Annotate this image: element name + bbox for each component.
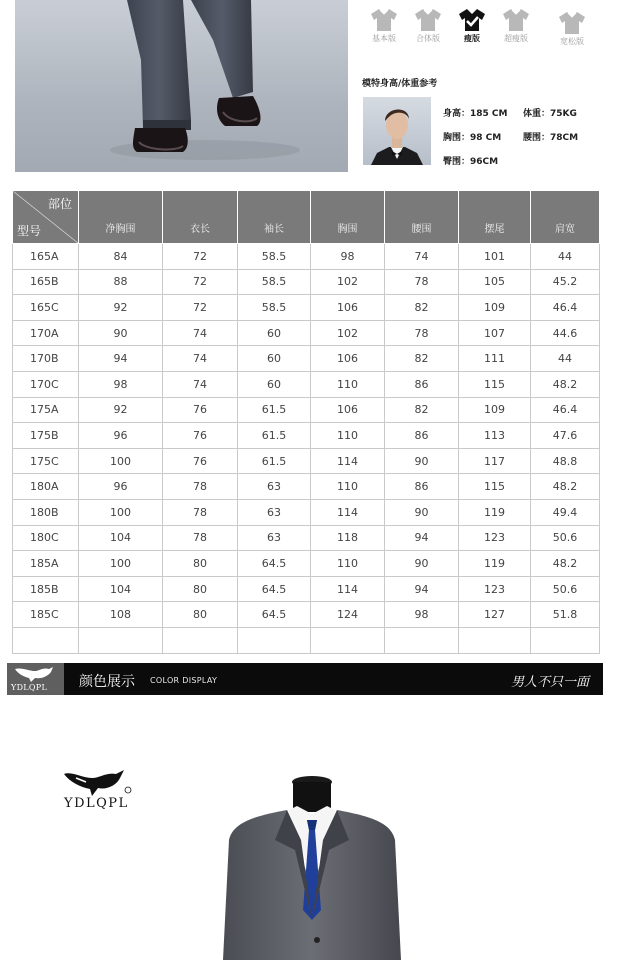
size-value-cell	[459, 627, 531, 653]
size-model-cell: 165C	[13, 295, 79, 321]
size-value-cell: 50.6	[531, 576, 600, 602]
size-value-cell: 74	[385, 244, 459, 270]
size-value-cell: 76	[163, 423, 238, 449]
column-header: 腰围	[385, 191, 459, 244]
size-chart-table	[12, 190, 600, 654]
size-value-cell: 74	[163, 346, 238, 372]
size-value-cell: 94	[385, 525, 459, 551]
shirt-icon	[558, 11, 586, 35]
table-row	[13, 448, 600, 474]
size-model-cell: 175B	[13, 423, 79, 449]
size-value-cell: 72	[163, 269, 238, 295]
size-value-cell: 48.2	[531, 551, 600, 577]
size-value-cell: 100	[79, 499, 163, 525]
corner-label-model: 型号	[17, 224, 42, 238]
size-value-cell: 105	[459, 269, 531, 295]
size-value-cell: 74	[163, 320, 238, 346]
size-value-cell: 118	[311, 525, 385, 551]
size-value-cell: 110	[311, 551, 385, 577]
shirt-icon	[370, 8, 398, 32]
size-model-cell: 180B	[13, 499, 79, 525]
size-value-cell: 50.6	[531, 525, 600, 551]
size-value-cell: 46.4	[531, 295, 600, 321]
table-row	[13, 269, 600, 295]
size-value-cell: 80	[163, 602, 238, 628]
fit-label: 宽松版	[560, 37, 584, 46]
column-header: 净胸围	[79, 191, 163, 244]
fit-label: 合体版	[416, 34, 440, 43]
size-value-cell: 88	[79, 269, 163, 295]
size-value-cell	[385, 627, 459, 653]
size-model-cell: 165B	[13, 269, 79, 295]
brand-wordmark-small: YDLQPL	[11, 683, 48, 692]
size-value-cell: 61.5	[238, 423, 311, 449]
size-value-cell: 48.8	[531, 448, 600, 474]
brand-slogan: 男人不只一面	[510, 675, 589, 690]
size-value-cell: 44	[531, 346, 600, 372]
size-value-cell: 92	[79, 295, 163, 321]
size-model-cell: 175A	[13, 397, 79, 423]
size-value-cell: 44.6	[531, 320, 600, 346]
size-value-cell: 119	[459, 551, 531, 577]
size-value-cell: 98	[79, 371, 163, 397]
table-row	[13, 551, 600, 577]
size-value-cell: 86	[385, 371, 459, 397]
size-value-cell: 78	[385, 269, 459, 295]
table-row	[13, 397, 600, 423]
table-row	[13, 576, 600, 602]
size-value-cell: 48.2	[531, 474, 600, 500]
size-model-cell: 180A	[13, 474, 79, 500]
size-value-cell: 48.2	[531, 371, 600, 397]
size-model-cell: 170A	[13, 320, 79, 346]
size-value-cell: 109	[459, 397, 531, 423]
size-value-cell: 102	[311, 269, 385, 295]
size-value-cell	[79, 627, 163, 653]
size-value-cell: 78	[163, 474, 238, 500]
size-value-cell: 82	[385, 346, 459, 372]
size-value-cell: 61.5	[238, 448, 311, 474]
size-value-cell: 111	[459, 346, 531, 372]
model-waist: 腰围：78CM	[523, 133, 579, 143]
table-body	[13, 244, 600, 654]
table-row	[13, 346, 600, 372]
model-reference-title: 模特身高/体重参考	[362, 79, 438, 89]
size-model-cell: 165A	[13, 244, 79, 270]
section-title-cn: 颜色展示	[79, 674, 135, 690]
trousers-photo	[15, 0, 348, 172]
column-header: 衣长	[163, 191, 238, 244]
size-value-cell: 84	[79, 244, 163, 270]
size-value-cell: 72	[163, 295, 238, 321]
color-display-banner	[7, 663, 603, 695]
size-value-cell: 123	[459, 576, 531, 602]
size-value-cell: 106	[311, 397, 385, 423]
size-value-cell: 82	[385, 295, 459, 321]
fit-item-extra-slim[interactable]	[494, 8, 538, 44]
size-value-cell: 127	[459, 602, 531, 628]
size-model-cell: 185C	[13, 602, 79, 628]
size-model-cell: 185A	[13, 551, 79, 577]
size-value-cell: 101	[459, 244, 531, 270]
size-value-cell: 114	[311, 576, 385, 602]
size-value-cell: 123	[459, 525, 531, 551]
brand-wordmark: YDLQPL	[64, 796, 129, 811]
size-value-cell: 108	[79, 602, 163, 628]
size-value-cell: 90	[385, 448, 459, 474]
size-value-cell: 78	[385, 320, 459, 346]
size-value-cell: 47.6	[531, 423, 600, 449]
size-value-cell	[238, 627, 311, 653]
size-value-cell: 63	[238, 474, 311, 500]
size-value-cell: 104	[79, 576, 163, 602]
table-row	[13, 423, 600, 449]
table-row	[13, 499, 600, 525]
table-row	[13, 320, 600, 346]
model-chest: 胸围：98 CM	[443, 133, 502, 143]
size-value-cell: 96	[79, 423, 163, 449]
size-value-cell: 100	[79, 448, 163, 474]
shirt-icon	[502, 8, 530, 32]
size-value-cell: 61.5	[238, 397, 311, 423]
size-value-cell: 86	[385, 474, 459, 500]
model-photo	[363, 97, 431, 165]
size-value-cell: 106	[311, 295, 385, 321]
size-value-cell: 115	[459, 371, 531, 397]
size-value-cell: 106	[311, 346, 385, 372]
wolf-logo-icon	[7, 663, 64, 685]
model-weight: 体重：75KG	[523, 109, 577, 119]
fit-item-regular[interactable]	[406, 8, 450, 44]
size-model-cell: 185B	[13, 576, 79, 602]
fit-label: 基本版	[372, 34, 396, 43]
size-value-cell: 58.5	[238, 269, 311, 295]
size-value-cell: 102	[311, 320, 385, 346]
column-header: 摆尾	[459, 191, 531, 244]
size-value-cell: 109	[459, 295, 531, 321]
size-value-cell: 63	[238, 525, 311, 551]
size-value-cell: 46.4	[531, 397, 600, 423]
size-value-cell: 78	[163, 499, 238, 525]
size-value-cell: 60	[238, 346, 311, 372]
size-value-cell: 58.5	[238, 295, 311, 321]
size-value-cell: 124	[311, 602, 385, 628]
size-value-cell: 64.5	[238, 551, 311, 577]
column-header: 袖长	[238, 191, 311, 244]
shirt-checked-icon	[458, 8, 486, 32]
size-value-cell: 96	[79, 474, 163, 500]
fit-item-slim[interactable]	[450, 8, 494, 44]
size-value-cell: 76	[163, 448, 238, 474]
size-value-cell: 115	[459, 474, 531, 500]
column-header: 肩宽	[531, 191, 600, 244]
size-value-cell: 51.8	[531, 602, 600, 628]
table-row	[13, 602, 600, 628]
size-value-cell: 98	[385, 602, 459, 628]
suit-product-photo	[215, 770, 415, 960]
size-value-cell: 58.5	[238, 244, 311, 270]
size-value-cell: 92	[79, 397, 163, 423]
table-header-row	[13, 191, 600, 244]
fit-item-loose[interactable]	[550, 11, 594, 47]
size-value-cell: 78	[163, 525, 238, 551]
table-row	[13, 627, 600, 653]
size-value-cell	[311, 627, 385, 653]
size-value-cell: 82	[385, 397, 459, 423]
size-value-cell: 104	[79, 525, 163, 551]
section-title-en: COLOR DISPLAY	[150, 676, 218, 685]
size-value-cell: 90	[385, 499, 459, 525]
size-model-cell: 170B	[13, 346, 79, 372]
size-value-cell: 86	[385, 423, 459, 449]
size-value-cell: 94	[79, 346, 163, 372]
size-value-cell: 76	[163, 397, 238, 423]
fit-label: 瘦版	[464, 34, 480, 43]
size-model-cell: 175C	[13, 448, 79, 474]
size-value-cell: 44	[531, 244, 600, 270]
size-value-cell	[163, 627, 238, 653]
size-value-cell: 72	[163, 244, 238, 270]
size-value-cell: 60	[238, 320, 311, 346]
fit-label: 超瘦版	[504, 34, 528, 43]
table-row	[13, 371, 600, 397]
size-value-cell: 110	[311, 474, 385, 500]
size-value-cell: 90	[79, 320, 163, 346]
size-value-cell: 64.5	[238, 576, 311, 602]
size-value-cell: 64.5	[238, 602, 311, 628]
corner-label-part: 部位	[47, 197, 72, 211]
size-value-cell: 100	[79, 551, 163, 577]
size-value-cell: 119	[459, 499, 531, 525]
size-value-cell: 94	[385, 576, 459, 602]
size-value-cell: 114	[311, 448, 385, 474]
size-model-cell: 180C	[13, 525, 79, 551]
size-value-cell: 60	[238, 371, 311, 397]
size-value-cell: 80	[163, 576, 238, 602]
table-row	[13, 295, 600, 321]
model-hip: 臀围：96CM	[443, 157, 499, 167]
size-model-cell	[13, 627, 79, 653]
size-value-cell: 45.2	[531, 269, 600, 295]
shirt-icon	[414, 8, 442, 32]
brand-logo-small	[7, 663, 64, 695]
table-corner-header	[13, 191, 79, 244]
fit-type-selector	[362, 8, 602, 58]
model-height: 身高：185 CM	[443, 109, 508, 119]
size-value-cell: 113	[459, 423, 531, 449]
size-value-cell: 107	[459, 320, 531, 346]
size-value-cell: 74	[163, 371, 238, 397]
size-value-cell: 49.4	[531, 499, 600, 525]
size-value-cell	[531, 627, 600, 653]
size-value-cell: 117	[459, 448, 531, 474]
table-row	[13, 474, 600, 500]
table-row	[13, 244, 600, 270]
size-value-cell: 63	[238, 499, 311, 525]
size-value-cell: 114	[311, 499, 385, 525]
size-value-cell: 110	[311, 371, 385, 397]
size-value-cell: 110	[311, 423, 385, 449]
size-model-cell: 170C	[13, 371, 79, 397]
table-row	[13, 525, 600, 551]
size-value-cell: 98	[311, 244, 385, 270]
fit-item-basic[interactable]	[362, 8, 406, 44]
size-value-cell: 90	[385, 551, 459, 577]
column-header: 胸围	[311, 191, 385, 244]
size-value-cell: 80	[163, 551, 238, 577]
